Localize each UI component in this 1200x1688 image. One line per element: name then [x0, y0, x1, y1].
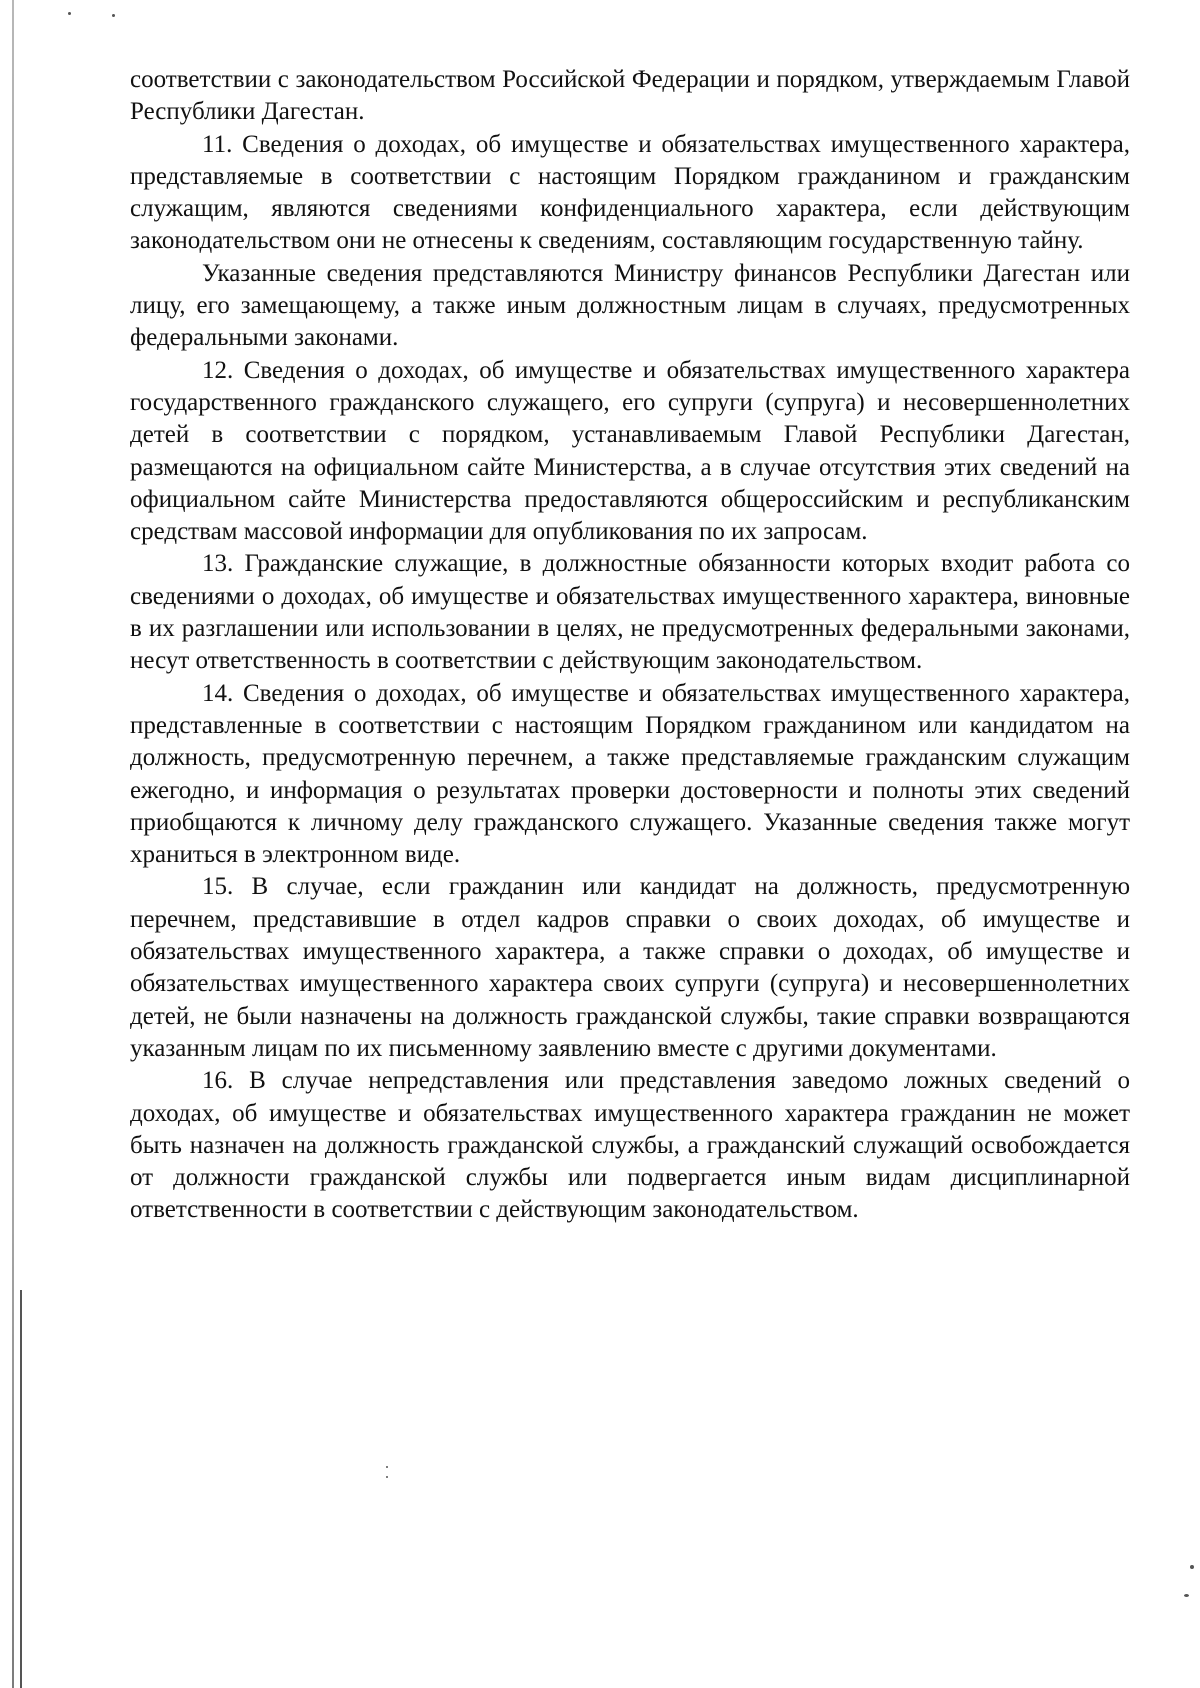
paragraph-15: 15. В случае, если гражданин или кандидат на должность, предусмотренную перечнем, представившие в отдел кадров справки о своих доходах, об имуществе и обязательствах имущественного характера, а также справки о доходах, об имуществе и обязательствах имущественного характера своих супруги (супруга) и несовершеннолетних детей, не были назначены на должность гражданской службы, такие справки возвращаются указанным лицам по их письменному заявлению вместе с другими документами. — [130, 873, 1130, 1062]
scan-speck — [386, 1466, 388, 1468]
paragraph-11: 11. Сведения о доходах, об имуществе и обязательствах имущественного характера, представляемые в соответствии с настоящим Порядком гражданином и гражданским служащим, являются сведениями конфиденциального характера, если действующим законодательством они не отнесены к сведениям, составляющим государственную тайну. — [130, 130, 1130, 255]
scan-speck — [1184, 1594, 1189, 1597]
paragraph-16: 16. В случае непредставления или представления заведомо ложных сведений о доходах, об имуществе и обязательствах имущественного характера гражданин не может быть назначен на должность гражданской службы, а гражданский служащий освобождается от должности гражданской службы или подвергается иным видам дисциплинарной ответственности в соответствии с действующим законодательством. — [130, 1067, 1130, 1224]
scan-left-edge — [12, 0, 14, 1688]
paragraph-continuation: соответствии с законодательством Российской Федерации и порядком, утверждаемым Главой Республики Дагестан. — [130, 66, 1130, 126]
scan-speck — [386, 1476, 388, 1478]
scan-speck — [68, 12, 71, 15]
paragraph-12: 12. Сведения о доходах, об имуществе и обязательствах имущественного характера государственного гражданского служащего, его супруги (супруга) и несовершеннолетних детей в соответствии с порядком, устанавливаемым Главой Республики Дагестан, размещаются на официальном сайте Министерства, а в случае отсутствия этих сведений на официальном сайте Министерства предоставляются общероссийским и республиканским средствам массовой информации для опубликования по их запросам. — [130, 356, 1130, 546]
scan-speck — [112, 14, 115, 17]
document-body — [130, 64, 1130, 1227]
scan-left-edge-dark — [20, 1290, 22, 1688]
paragraph-13: 13. Гражданские служащие, в должностные обязанности которых входит работа со сведениями о доходах, об имуществе и обязательствах имущественного характера, виновные в их разглашении или использовании в целях, не предусмотренных федеральными законами, несут ответственность в соответствии с действующим законодательством. — [130, 550, 1130, 675]
paragraph-11-continued: Указанные сведения представляются Министру финансов Республики Дагестан или лицу, его замещающему, а также иным должностным лицам в случаях, предусмотренных федеральными законами. — [130, 259, 1130, 352]
paragraph-14: 14. Сведения о доходах, об имуществе и обязательствах имущественного характера, представленные в соответствии с настоящим Порядком гражданином или кандидатом на должность, предусмотренную перечнем, а также представляемые гражданским служащим ежегодно, и информация о результатах проверки достоверности и полноты этих сведений приобщаются к личному делу гражданского служащего. Указанные сведения также могут храниться в электронном виде. — [130, 679, 1130, 869]
scan-speck — [1190, 1565, 1194, 1569]
